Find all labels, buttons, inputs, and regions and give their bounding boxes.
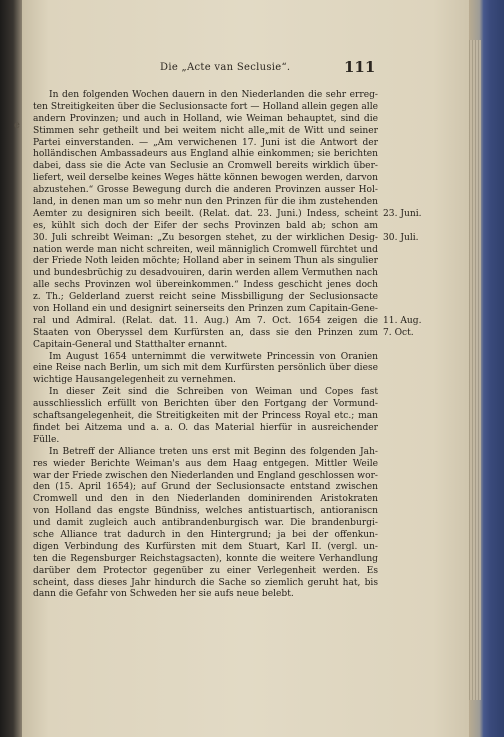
margin-note: 30. Juli. (383, 232, 419, 243)
text-line: ten Streitigkeiten über die Seclusionsacte fort — Holland allein gegen alle (33, 101, 378, 112)
text-line: wichtige Hausangelegenheit zu vernehmen. (33, 375, 236, 386)
text-line: alle sechs Provinzen wol übereinkommen.“ Indess geschicht jenes doch (33, 280, 378, 291)
text-line: und bundesbrüchig zu desadvouiren, darin werden allem Vermuthen nach (33, 268, 378, 279)
text-line: von Holland das engste Bündniss, welches antistuartisch, antioraniscn (33, 506, 378, 517)
text-line: von Holland ein und designirt seinerseits den Prinzen zum Capitain-Gene- (33, 304, 378, 315)
margin-note: 11. Aug. (383, 316, 422, 327)
text-line: sche Alliance trat dadurch in den Hintergrund; ja bei der offenkun- (33, 529, 378, 540)
text-line: ten die Regensburger Reichstagsacten), konnte die weitere Verhandlung (33, 553, 378, 564)
gutter-mark: e (14, 120, 20, 131)
body-text (33, 90, 378, 601)
text-line: Cromwell und den in den Niederlanden dominirenden Aristokraten (33, 494, 378, 505)
text-line: dabei, dass sie die Acte van Seclusie an Cromwell bereits wirklich über- (33, 161, 378, 172)
text-line: z. Th.; Gelderland zuerst reicht seine Missbilligung der Seclusionsacte (33, 292, 378, 303)
text-line: In den folgenden Wochen dauern in den Niederlanden die sehr erreg- (49, 90, 378, 100)
text-line: In Betreff der Alliance treten uns erst mit Beginn des folgenden Jah- (49, 446, 378, 457)
text-line: war der Friede zwischen den Niederlanden und England geschlossen wor- (33, 470, 378, 481)
text-line: der Friede Noth leiden möchte; Holland aber in seinem Thun als singulier (33, 256, 378, 267)
text-line: es, kühlt sich doch der Eifer der sechs Provinzen bald ab; schon am (33, 220, 378, 231)
text-line: Aemter zu designiren sich beeilt. (Relat. dat. 23. Juni.) Indess, scheint (33, 208, 378, 219)
text-line: abzustehen.“ Grosse Bewegung durch die anderen Provinzen ausser Hol- (33, 185, 378, 196)
text-line: Partei einverstanden. — „Am verwichenen 17. Juni ist die Antwort der (33, 137, 378, 148)
text-line: scheint, dass dieses Jahr hindurch die Sache so ziemlich geruht hat, bis (33, 577, 378, 588)
text-line: Staaten von Oberyssel dem Kurfürsten an, dass sie den Prinzen zum (33, 327, 378, 338)
text-line: darüber dem Protector gegenüber zu einer Verlegenheit werden. Es (33, 565, 378, 576)
text-line: liefert, weil derselbe keines Weges hätte können bewogen werden, darvon (33, 173, 378, 184)
page-number: 111 (344, 58, 376, 76)
text-line: eine Reise nach Berlin, um sich mit dem Kurfürsten persönlich über diese (33, 363, 378, 374)
text-line: und damit zugleich auch antibrandenburgisch war. Die brandenburgi- (33, 518, 378, 529)
book-spine-shadow (0, 0, 22, 737)
text-line: res wieder Berichte Weiman's aus dem Haag entgegen. Mittler Weile (33, 458, 378, 469)
text-line: ral und Admiral. (Relat. dat. 11. Aug.) Am 7. Oct. 1654 zeigen die (33, 315, 378, 326)
text-line: In dieser Zeit sind die Schreiben von Weiman und Copes fast (49, 387, 378, 398)
text-line: den (15. April 1654); auf Grund der Seclusionsacte entstand zwischen (33, 482, 378, 493)
text-line: findet bei Aitzema und a. a. O. das Material hierfür in ausreichender (33, 422, 378, 433)
text-line: Capitain-General und Statthalter ernannt. (33, 339, 228, 350)
text-line: dann die Gefahr von Schweden her sie aufs neue belebt. (33, 589, 294, 600)
text-line: schaftsangelegenheit, die Streitigkeiten mit der Princess Royal etc.; man (33, 411, 378, 422)
margin-note: 7. Oct. (383, 328, 414, 338)
text-line: Stimmen sehr getheilt und bei weitem nicht alle„mit de Witt und seiner (33, 125, 378, 136)
text-line: Fülle. (33, 434, 60, 445)
text-line: ausschliesslich erfüllt von Berichten über den Fortgang der Vormund- (33, 399, 378, 410)
text-line: digen Verbindung des Kurfürsten mit dem Stuart, Karl II. (vergl. un- (33, 541, 378, 552)
text-line: land, in denen man um so mehr nun den Prinzen für die ihm zustehenden (33, 197, 378, 208)
margin-note: 23. Juni. (383, 209, 422, 219)
text-line: nation werde man nicht schreiten, weil männiglich Cromwell fürchtet und (33, 244, 378, 255)
text-line: 30. Juli schreibt Weiman: „Zu besorgen stehet, zu der wirklichen Desig- (33, 232, 378, 243)
page-stack-edge (469, 40, 481, 700)
text-line: Im August 1654 unternimmt die verwitwete Princessin von Oranien (49, 351, 378, 362)
running-title: Die „Acte van Seclusie“. (160, 62, 291, 73)
text-line: holländischen Ambassadeurs aus England alhie einkommen; sie berichten (33, 149, 378, 160)
text-line: andern Provinzen; und auch in Holland, wie Weiman behauptet, sind die (33, 113, 378, 124)
